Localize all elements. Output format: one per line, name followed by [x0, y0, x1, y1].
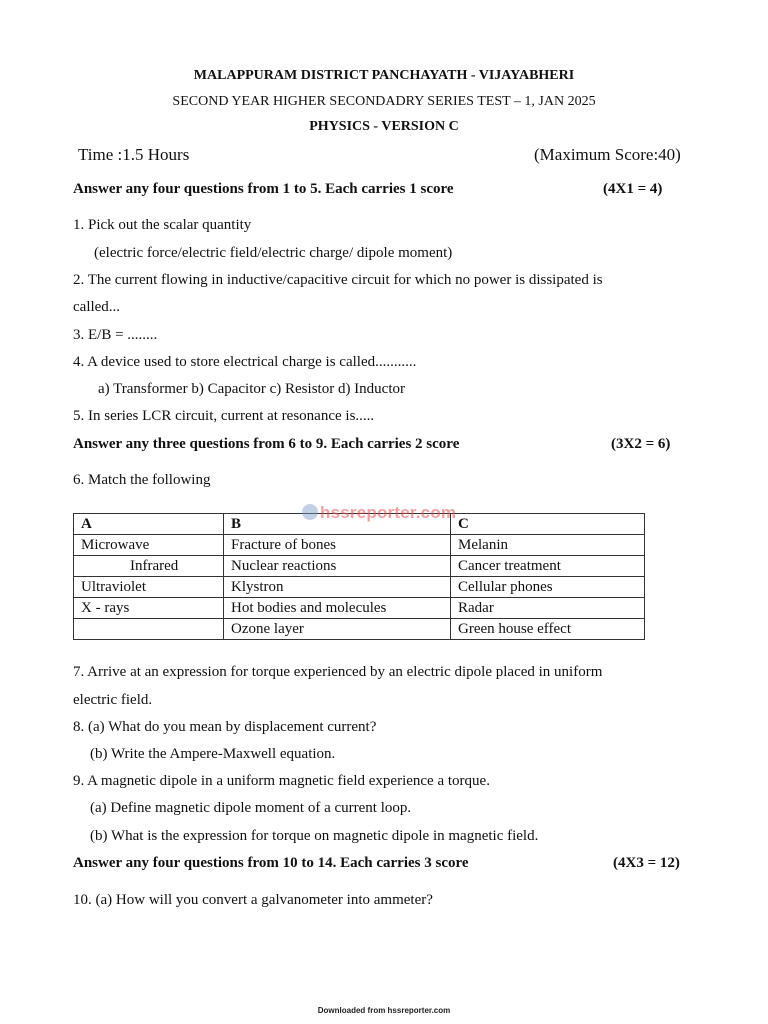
time-allowed: Time :1.5 Hours — [78, 145, 190, 164]
table-row — [74, 556, 645, 577]
question-1: 1. Pick out the scalar quantity — [73, 217, 252, 233]
question-8a: 8. (a) What do you mean by displacement current? — [73, 719, 377, 735]
footer-download-note: Downloaded from hssreporter.com — [317, 1006, 451, 1015]
table-header-b: B — [224, 514, 451, 535]
question-5: 5. In series LCR circuit, current at resonance is..... — [73, 408, 375, 424]
max-score: (Maximum Score:40) — [534, 145, 681, 164]
table-cell: Nuclear reactions — [224, 556, 451, 577]
question-7-line1: 7. Arrive at an expression for torque experienced by an electric dipole placed in uniform — [73, 664, 603, 680]
paper-name: PHYSICS - VERSION C — [309, 119, 459, 134]
question-9: 9. A magnetic dipole in a uniform magnetic field experience a torque. — [73, 773, 490, 789]
watermark-text: hssreporter.com — [320, 503, 457, 522]
question-9a: (a) Define magnetic dipole moment of a current loop. — [90, 800, 412, 816]
section3-marks: (4X3 = 12) — [613, 855, 680, 871]
table-cell: Ultraviolet — [74, 577, 224, 598]
question-10a: 10. (a) How will you convert a galvanometer into ammeter? — [73, 892, 433, 908]
question-4: 4. A device used to store electrical charge is called........... — [73, 354, 417, 370]
table-cell — [74, 619, 224, 640]
table-row — [74, 598, 645, 619]
table-header-a: A — [74, 514, 224, 535]
table-row — [74, 535, 645, 556]
table-header-c: C — [451, 514, 645, 535]
section3-instruction: Answer any four questions from 10 to 14. Each carries 3 score — [73, 855, 469, 871]
question-3: 3. E/B = ........ — [73, 327, 158, 343]
question-4-options: a) Transformer b) Capacitor c) Resistor d) Inductor — [98, 381, 406, 397]
table-row — [74, 619, 645, 640]
exam-title: MALAPPURAM DISTRICT PANCHAYATH - VIJAYABHERI — [193, 68, 575, 83]
question-2-line2: called... — [73, 299, 121, 315]
table-cell: Cellular phones — [451, 577, 645, 598]
section1-marks: (4X1 = 4) — [603, 181, 663, 197]
match-table — [73, 513, 645, 640]
table-cell: Cancer treatment — [451, 556, 645, 577]
table-cell: Green house effect — [451, 619, 645, 640]
table-cell: Microwave — [74, 535, 224, 556]
table-cell: Fracture of bones — [224, 535, 451, 556]
table-row — [74, 577, 645, 598]
question-9b: (b) What is the expression for torque on magnetic dipole in magnetic field. — [90, 828, 539, 844]
section1-instruction: Answer any four questions from 1 to 5. Each carries 1 score — [73, 181, 454, 197]
watermark — [302, 503, 456, 523]
table-cell: Hot bodies and molecules — [224, 598, 451, 619]
exam-subtitle: SECOND YEAR HIGHER SECONDADRY SERIES TEST – 1, JAN 2025 — [172, 94, 596, 109]
question-7-line2: electric field. — [73, 692, 153, 708]
question-2-line1: 2. The current flowing in inductive/capacitive circuit for which no power is dissipated is — [73, 272, 603, 288]
table-cell: Radar — [451, 598, 645, 619]
section2-instruction: Answer any three questions from 6 to 9. Each carries 2 score — [73, 436, 460, 452]
table-cell: Ozone layer — [224, 619, 451, 640]
globe-icon — [302, 504, 318, 520]
table-cell: Infrared — [74, 556, 224, 577]
table-cell: Melanin — [451, 535, 645, 556]
question-8b: (b) Write the Ampere-Maxwell equation. — [90, 746, 336, 762]
table-cell: X - rays — [74, 598, 224, 619]
question-6: 6. Match the following — [73, 472, 211, 488]
section2-marks: (3X2 = 6) — [611, 436, 671, 452]
table-cell: Klystron — [224, 577, 451, 598]
question-1-options: (electric force/electric field/electric charge/ dipole moment) — [94, 245, 453, 261]
